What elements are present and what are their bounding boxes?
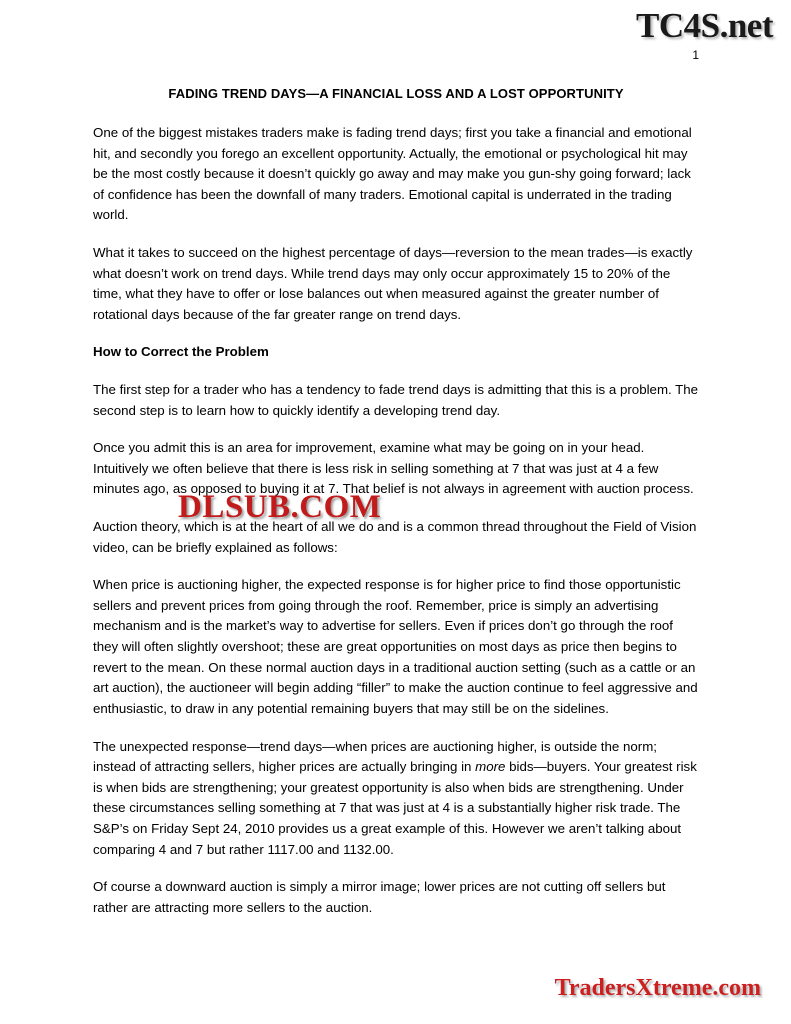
paragraph-6: When price is auctioning higher, the expected response is for higher price to find those opportunistic sellers and prevent prices from going through the roof. Remember, price is simply an advertising mechanism and is the market’s way to advertise for sellers. Even if prices don’t go through the roof they will often slightly overshoot; these are great opportunities on most days as price then begins to revert to the mean. On these normal auction days in a traditional auction setting (such as a cattle or an art auction), the auctioneer will begin adding “filler” to make the auction continue to feel aggressive and enthusiastic, to draw in any potential remaining buyers that may still be on the sidelines. [93,577,698,716]
document-body [93,86,699,918]
paragraph-spacer [93,421,699,438]
paragraph-4: Once you admit this is an area for improvement, examine what may be going on in your head. Intuitively we often believe that there is less risk in selling something at 7 that was just at 4 a few minutes ago, as opposed to buying it at 7. That belief is not always in agreement with auction process. [93,440,694,497]
footer-logo: TradersXtreme.com [554,975,761,1001]
watermark: DLSUB.COM [178,489,382,525]
paragraph-3: The first step for a trader who has a tendency to fade trend days is admitting that this is a problem. The second step is to learn how to quickly identify a developing trend day. [93,381,699,418]
paragraph-1: One of the biggest mistakes traders make is fading trend days; first you take a financial and emotional hit, and secondly you forego an excellent opportunity. Actually, the emotional or psychological hit may be the most costly because it doesn’t quickly go away and may make you gun-shy going forward; lack of confidence has been the downfall of many traders. Emotional capital is underrated in the trading world. [93,124,692,223]
site-logo: TC4S.net [636,6,773,45]
paragraph-2: What it takes to succeed on the highest percentage of days—reversion to the mean trades—is exactly what doesn’t work on trend days. While trend days may only occur approximately 15 to 20% of the time, what they have to offer or lose balances out when measured against the greater number of rotational days because of the far greater range on trend days. [93,244,693,322]
page-title: FADING TREND DAYS—A FINANCIAL LOSS AND A LOST OPPORTUNITY [168,86,624,101]
paragraph-7 [93,737,699,861]
paragraph-5: Auction theory, which is at the heart of all we do and is a common thread throughout the Field of Vision video, can be briefly explained as follows: [93,519,697,555]
page-number: 1 [692,48,699,62]
paragraph-spacer [93,860,699,877]
paragraph-spacer [93,325,699,342]
paragraph-spacer [93,363,699,380]
paragraph-spacer [93,500,699,517]
paragraph-spacer [93,720,699,737]
paragraph-7-after: bids—buyers. Your greatest risk is when bids are strengthening; your greatest opportunity is also when bids are strengthening. Under these circumstances selling something at 7 that was just at 4 is a substantially higher risk trade. The S&P’s on Friday Sept 24, 2010 provides us a great example of this. However we aren’t talking about comparing 4 and 7 but rather 1117.00 and 1132.00. [93,759,697,857]
section-heading: How to Correct the Problem [93,344,269,360]
paragraph-8: Of course a downward auction is simply a mirror image; lower prices are not cutting off sellers but rather are attracting more sellers to the auction. [93,879,666,915]
paragraph-7-before: The unexpected response—trend days—when prices are auctioning higher, is outside the norm; instead of attracting sellers, higher prices are actually bringing in [93,738,657,775]
paragraph-spacer [93,558,699,575]
paragraph-spacer [93,226,699,243]
paragraph-7-emphasis: more [475,759,506,775]
